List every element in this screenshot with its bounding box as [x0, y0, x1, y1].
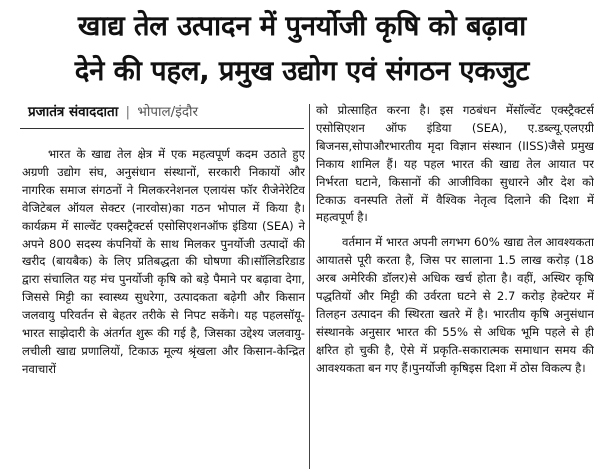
column-divider: [309, 104, 310, 469]
left-paragraph: भारत के खाद्य तेल क्षेत्र में एक महत्वपूर्ण कदम उठाते हुए अग्रणी उद्योग संघ, अनुसंधान संस्थानों, सरकारी निकायों और नागरिक समाज संगठनों ने मिलकरनेशनल एलायंस फॉर रीजेनेरेटिव वेजिटेबल ऑयल सेक्टर (नारवोस)का गठन भोपाल में किया है।कार्यक्रम में साल्वेंट एक्सट्रैक्टर्स एसोसिएशनऑफ इंडिया (SEA) ने अपने 800 सदस्य कंपनियों के साथ मिलकर पुनर्योजी उत्पादों की खरीद (बायबैक) के लिए प्रतिबद्धता की घोषणा की।सॉलिडरिडाड द्वारा संचालित यह मंच पुनर्योजी कृषि को बड़े पैमाने पर बढ़ावा देगा, जिससे मिट्टी का स्वास्थ्य सुधरेगा, उत्पादकता बढ़ेगी और किसान जलवायु परिवर्तन से बेहतर तरीके से निपट सकेंगे। यह पहलसॉयू-भारत साझेदारी के अंतर्गत शुरू की गई है, जिसका उद्देश्य जलवायु-लचीली खाद्य प्रणालियों, टिकाऊ मूल्य श्रृंखला और किसान-केन्द्रित नवाचारों: [22, 147, 305, 376]
headline: [6, 4, 598, 94]
headline-line-1: खाद्य तेल उत्पादन में पुनर्योजी कृषि को बढ़ावा: [77, 10, 527, 42]
byline-location: भोपाल/इंदौर: [137, 104, 199, 120]
right-column: [316, 102, 594, 469]
right-paragraph-1: को प्रोत्साहित करना है। इस गठबंधन मेंसॉल्वेंट एक्स्ट्रैक्टर्स एसोसिएशन ऑफ इंडिया (SEA), ए.डब्ल्यू.एलएग्री बिजनस,सोपाऔरभारतीय मृदा विज्ञान संस्थान (IISS)जैसे प्रमुख निकाय शामिल हैं। यह पहल भारत की खाद्य तेल आयात पर निर्भरता घटाने, किसानों की आजीविका सुधारने और देश को टिकाऊ वनस्पति तेलों में वैश्विक नेतृत्व दिलाने की दिशा में महत्वपूर्ण है।: [316, 103, 594, 225]
byline-underline-divider: [20, 128, 304, 129]
left-column: [22, 146, 305, 469]
byline-author: प्रजातंत्र संवाददाता: [28, 104, 119, 120]
byline: [28, 102, 318, 120]
byline-separator: |: [125, 104, 131, 120]
headline-line-2: देने की पहल, प्रमुख उद्योग एवं संगठन एकजुट: [74, 55, 530, 87]
right-paragraph-2: वर्तमान में भारत अपनी लगभग 60% खाद्य तेल आवश्यकता आयातसे पूरी करता है, जिस पर सालाना 1.5 लाख करोड़ (18 अरब अमेरिकी डॉलर)से अधिक खर्च होता है। वहीं, अस्थिर कृषि पद्धतियों और मिट्टी की उर्वरता घटने से 2.7 करोड़ हेक्टेयर में तिलहन उत्पादन की स्थिरता खतरे में है। भारतीय कृषि अनुसंधान संस्थानके अनुसार भारत की 55% से अधिक भूमि पहले से ही क्षरित हो चुकी है, ऐसे में प्रकृति-सकारात्मक समाधान समय की आवश्यकता बन गए हैं।पुनर्योजी कृषिइस दिशा में ठोस विकल्प है।: [316, 235, 594, 375]
